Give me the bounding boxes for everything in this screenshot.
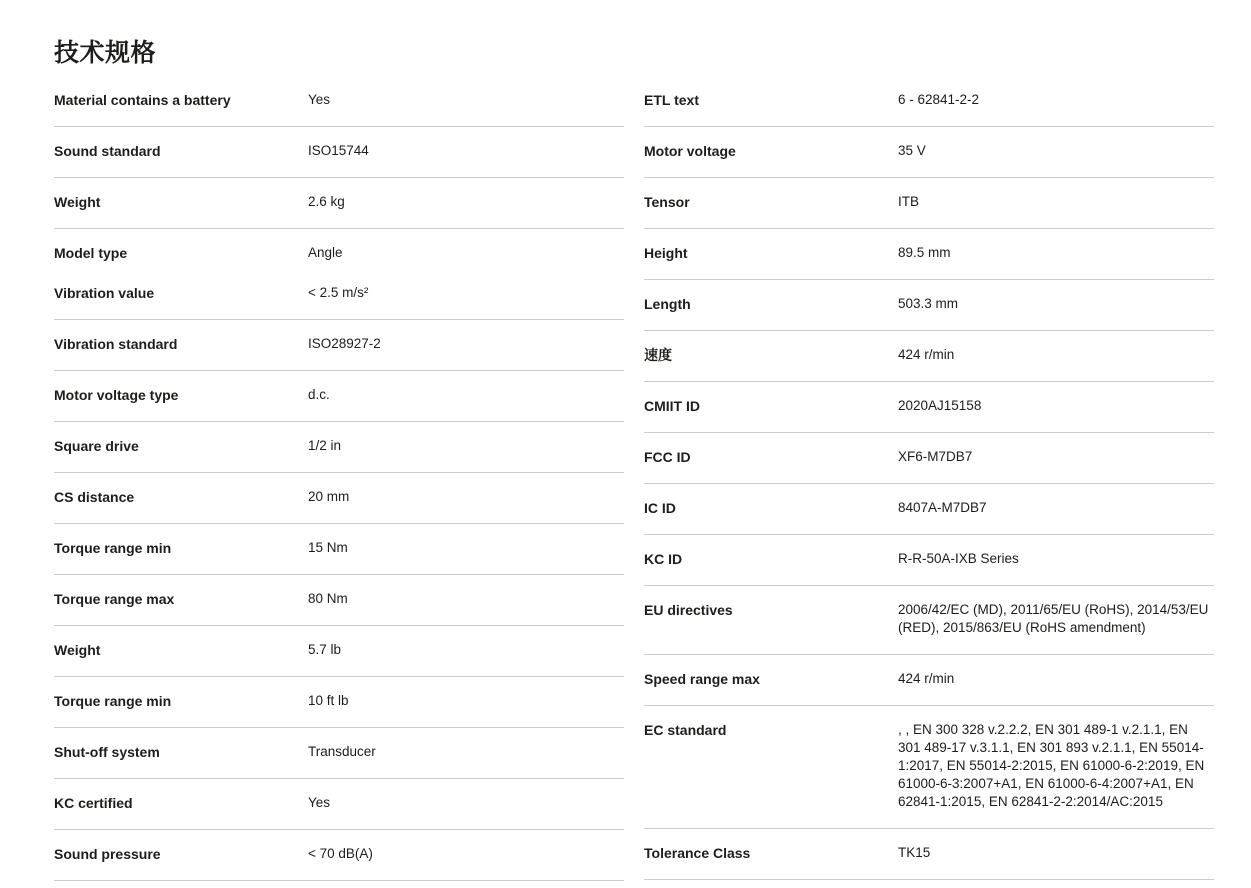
spec-column-right <box>644 76 1214 880</box>
spec-value: < 2.5 m/s² <box>308 285 369 300</box>
spec-value: R-R-50A-IXB Series <box>898 551 1019 566</box>
spec-row <box>54 371 624 422</box>
spec-pair <box>54 590 624 608</box>
spec-value: 15 Nm <box>308 540 348 555</box>
spec-value: XF6-M7DB7 <box>898 449 973 464</box>
spec-value: Transducer <box>308 744 376 759</box>
spec-row <box>54 524 624 575</box>
spec-pair <box>54 91 624 109</box>
spec-pair <box>644 670 1214 688</box>
spec-value: Yes <box>308 92 331 107</box>
spec-value: 5.7 lb <box>308 642 342 657</box>
spec-value: TK15 <box>898 845 931 860</box>
spec-label: Weight <box>54 642 101 658</box>
spec-row <box>54 626 624 677</box>
spec-value: < 70 dB(A) <box>308 846 373 861</box>
spec-row <box>54 575 624 626</box>
spec-label: Height <box>644 245 688 261</box>
spec-pair <box>644 499 1214 517</box>
spec-label: 速度 <box>644 347 672 363</box>
spec-pair <box>644 448 1214 466</box>
spec-label: FCC ID <box>644 449 691 465</box>
spec-pair <box>54 284 624 302</box>
spec-pair <box>54 437 624 455</box>
spec-table <box>54 76 1216 881</box>
spec-value: 2.6 kg <box>308 194 345 209</box>
spec-row <box>644 76 1214 127</box>
spec-row <box>644 433 1214 484</box>
spec-row <box>644 484 1214 535</box>
spec-value: 8407A-M7DB7 <box>898 500 987 515</box>
spec-label: ETL text <box>644 92 699 108</box>
spec-pair <box>54 193 624 211</box>
spec-label: Material contains a battery <box>54 92 231 108</box>
spec-pair <box>54 641 624 659</box>
spec-label: KC ID <box>644 551 683 567</box>
spec-column-left <box>54 76 624 881</box>
spec-label: Motor voltage type <box>54 387 179 403</box>
spec-row <box>54 76 624 127</box>
spec-label: Torque range max <box>54 591 175 607</box>
spec-row <box>644 829 1214 880</box>
spec-label: Model type <box>54 245 128 261</box>
spec-value: 503.3 mm <box>898 296 959 311</box>
spec-row <box>644 535 1214 586</box>
spec-pair <box>644 550 1214 568</box>
spec-value: 2006/42/EC (MD), 2011/65/EU (RoHS), 2014/53/EU (RED), 2015/863/EU (RoHS amendment) <box>898 602 1209 635</box>
spec-value: 6 - 62841-2-2 <box>898 92 980 107</box>
spec-pair <box>54 488 624 506</box>
spec-label: CS distance <box>54 489 135 505</box>
spec-row <box>54 830 624 881</box>
spec-row <box>54 422 624 473</box>
spec-pair <box>54 845 624 863</box>
spec-row <box>644 280 1214 331</box>
spec-pair <box>54 142 624 160</box>
spec-value: ITB <box>898 194 920 209</box>
spec-pair <box>644 397 1214 415</box>
spec-value: ISO28927-2 <box>308 336 381 351</box>
spec-row <box>54 178 624 229</box>
spec-row <box>644 127 1214 178</box>
spec-row <box>54 473 624 524</box>
spec-value: 424 r/min <box>898 671 955 686</box>
spec-label: Tensor <box>644 194 690 210</box>
spec-pair <box>644 601 1214 637</box>
spec-value: 424 r/min <box>898 347 955 362</box>
spec-row <box>54 320 624 371</box>
spec-pair <box>54 244 624 262</box>
spec-label: EU directives <box>644 602 733 618</box>
spec-value: 10 ft lb <box>308 693 349 708</box>
spec-value: ISO15744 <box>308 143 369 158</box>
spec-label: Torque range min <box>54 540 172 556</box>
spec-value: 2020AJ15158 <box>898 398 982 413</box>
spec-pair <box>54 539 624 557</box>
spec-label: CMIIT ID <box>644 398 700 414</box>
spec-row <box>644 229 1214 280</box>
spec-pair <box>644 721 1214 811</box>
spec-row <box>54 728 624 779</box>
spec-value: 1/2 in <box>308 438 342 453</box>
spec-row <box>54 677 624 728</box>
spec-pair <box>644 244 1214 262</box>
spec-value: d.c. <box>308 387 330 402</box>
spec-label: Shut-off system <box>54 744 160 760</box>
spec-label: Square drive <box>54 438 139 454</box>
spec-row <box>644 706 1214 829</box>
spec-label: Weight <box>54 194 101 210</box>
spec-pair <box>644 142 1214 160</box>
spec-row <box>54 229 624 320</box>
spec-label: IC ID <box>644 500 676 516</box>
spec-label: Torque range min <box>54 693 172 709</box>
spec-pair <box>644 193 1214 211</box>
spec-row <box>644 655 1214 706</box>
spec-row <box>644 331 1214 382</box>
spec-row <box>54 779 624 830</box>
spec-value: 35 V <box>898 143 926 158</box>
spec-pair <box>54 794 624 812</box>
spec-pair <box>644 844 1214 862</box>
spec-pair <box>54 692 624 710</box>
spec-pair <box>54 743 624 761</box>
spec-value: Yes <box>308 795 331 810</box>
spec-pair <box>644 346 1214 364</box>
spec-label: EC standard <box>644 722 727 738</box>
spec-row <box>644 178 1214 229</box>
spec-value: 89.5 mm <box>898 245 951 260</box>
spec-label: KC certified <box>54 795 133 811</box>
spec-label: Vibration standard <box>54 336 178 352</box>
spec-row <box>54 127 624 178</box>
spec-pair <box>644 91 1214 109</box>
spec-pair <box>54 386 624 404</box>
spec-pair <box>644 295 1214 313</box>
page-title: 技术规格 <box>54 39 157 67</box>
spec-pair <box>54 335 624 353</box>
spec-row <box>644 382 1214 433</box>
spec-label: Speed range max <box>644 671 760 687</box>
spec-label: Vibration value <box>54 285 155 301</box>
spec-label: Motor voltage <box>644 143 736 159</box>
spec-label: Tolerance Class <box>644 845 751 861</box>
spec-value: 80 Nm <box>308 591 348 606</box>
spec-label: Sound standard <box>54 143 161 159</box>
spec-value: , , EN 300 328 v.2.2.2, EN 301 489-1 v.2.1.1, EN 301 489-17 v.3.1.1, EN 301 893 v.2.1.1, EN 55014-1:2017, EN 55014-2:2015, EN 61000-6-2:2019, EN 61000-6-3:2007+A1, EN 61000-6-4:2007+A1, EN 62841-1:2015, EN 62841-2-2:2014/AC:2015 <box>898 722 1205 809</box>
spec-label: Sound pressure <box>54 846 161 862</box>
spec-value: Angle <box>308 245 343 260</box>
spec-row <box>644 586 1214 655</box>
spec-value: 20 mm <box>308 489 350 504</box>
spec-label: Length <box>644 296 691 312</box>
